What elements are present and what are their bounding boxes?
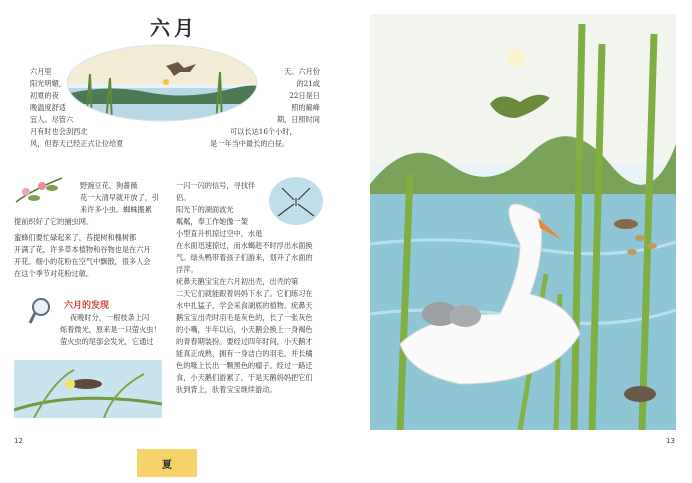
text-line: 的小嘴，半年以后，小天鹅会换上一身褐色 (176, 325, 313, 334)
water-strider-illustration (268, 176, 324, 226)
text-line: 22日是日 (289, 91, 320, 100)
text-line: 在这个季节对花粉过敏。 (14, 269, 94, 278)
text-line: 的21或 (296, 79, 320, 88)
col1-para-a (80, 180, 159, 216)
flower-illustration (12, 172, 66, 208)
page-number-left: 12 (14, 437, 23, 445)
text-line: 色的喙上长出一颗黑色的瘤子。经过一路迁 (176, 361, 313, 370)
text-line: 的青春期装扮。要经过四年时间，小天鹅才 (176, 337, 313, 346)
text-line: 夜晚时分，一根枝条上闪 (70, 313, 150, 322)
text-line: 野豌豆花、狗蔷薇 (80, 181, 138, 190)
text-line: 驮到背上，驮着宝宝继续游动。 (176, 385, 277, 394)
text-line: 晚温度舒适 (30, 103, 66, 112)
text-line: 一闪一闪的信号，寻找伴 (176, 181, 256, 190)
text-line: 粼粼，奉工作她像一架 (176, 217, 248, 226)
text-line: 期，日照时间 (276, 115, 320, 124)
text-line: 可以长达16个小时， (230, 127, 297, 136)
otter (624, 386, 656, 402)
text-line: 在水面迅速掠过，而水蝎趁不时浮出水面换 (176, 241, 313, 250)
text-line: 提前织好了它的捕虫网。 (14, 217, 94, 226)
text-line: 萤火虫的尾部会发光，它通过 (60, 337, 154, 346)
text-line: 花一大清早就开放了，引 (80, 193, 160, 202)
text-line: 鹅宝宝出壳时羽毛是灰色的，长了一张灰色 (176, 313, 313, 322)
text-line: 阳光明媚， (30, 79, 66, 88)
text-line: 月有时也会刮西北 (30, 127, 88, 136)
right-page (346, 0, 692, 483)
text-line: 侣。 (176, 193, 191, 202)
text-line: 蜜蜂们要忙碌起来了，苔提树和槐树都 (14, 233, 137, 242)
text-line: 水中扎猛子，学会采食湖底的植物。疣鼻天 (176, 301, 313, 310)
col2-lines-bottom (176, 240, 313, 396)
text-line: 二天它们就能跟着妈妈下水了。它们练习在 (176, 289, 313, 298)
discovery-heading: 六月的发现 (64, 301, 110, 311)
col1-para-b (14, 232, 151, 280)
col2-lines-top (176, 180, 262, 240)
page-title: 六月 (150, 16, 198, 40)
text-line: 照的巅峰 (291, 103, 320, 112)
discovery-text (70, 312, 149, 324)
text-line: 宜人。尽管六 (30, 115, 74, 124)
text-line: 开满了花，许多草本植物和谷物也是在六月 (14, 245, 151, 254)
firefly-illustration (14, 360, 162, 418)
text-line: 小型直升机掠过空中，水黾 (176, 229, 263, 238)
season-tab[interactable]: 夏 (137, 449, 197, 477)
magnifier-icon (28, 296, 52, 326)
intro-left (30, 66, 123, 150)
text-line: 是一年当中最长的白昼。 (210, 139, 290, 148)
intro-right (240, 66, 320, 126)
text-line: 浮萍。 (176, 265, 198, 274)
text-line: 气。绿头鸭带着孩子们游来，划开了水面的 (176, 253, 313, 262)
text-line: 烁着微光，原来是一只萤火虫！ (60, 325, 161, 334)
text-line: 天。六月份 (284, 67, 320, 76)
text-line: 能真正成熟，拥有一身洁白的羽毛，并长橘 (176, 349, 313, 358)
text-line: 疣鼻天鹅宝宝在六月初出壳，出壳的第 (176, 277, 299, 286)
cygnet (449, 305, 481, 327)
text-line: 开花。细小的花粉在空气中飘散，很多人会 (14, 257, 151, 266)
text-line: 风，但春天已经正式让位给夏 (30, 139, 124, 148)
swan-lake-illustration (370, 14, 676, 430)
text-line: 阳光下的湖面波光 (176, 205, 234, 214)
text-line: 食，小天鹅们游累了，于是天鹅妈妈把它们 (176, 373, 313, 382)
text-line: 初夏的夜 (30, 91, 59, 100)
text-line: 六月里 (30, 67, 52, 76)
text-line: 来许多小虫。蜘蛛搬累 (80, 205, 152, 214)
page-number-right: 13 (666, 437, 675, 445)
